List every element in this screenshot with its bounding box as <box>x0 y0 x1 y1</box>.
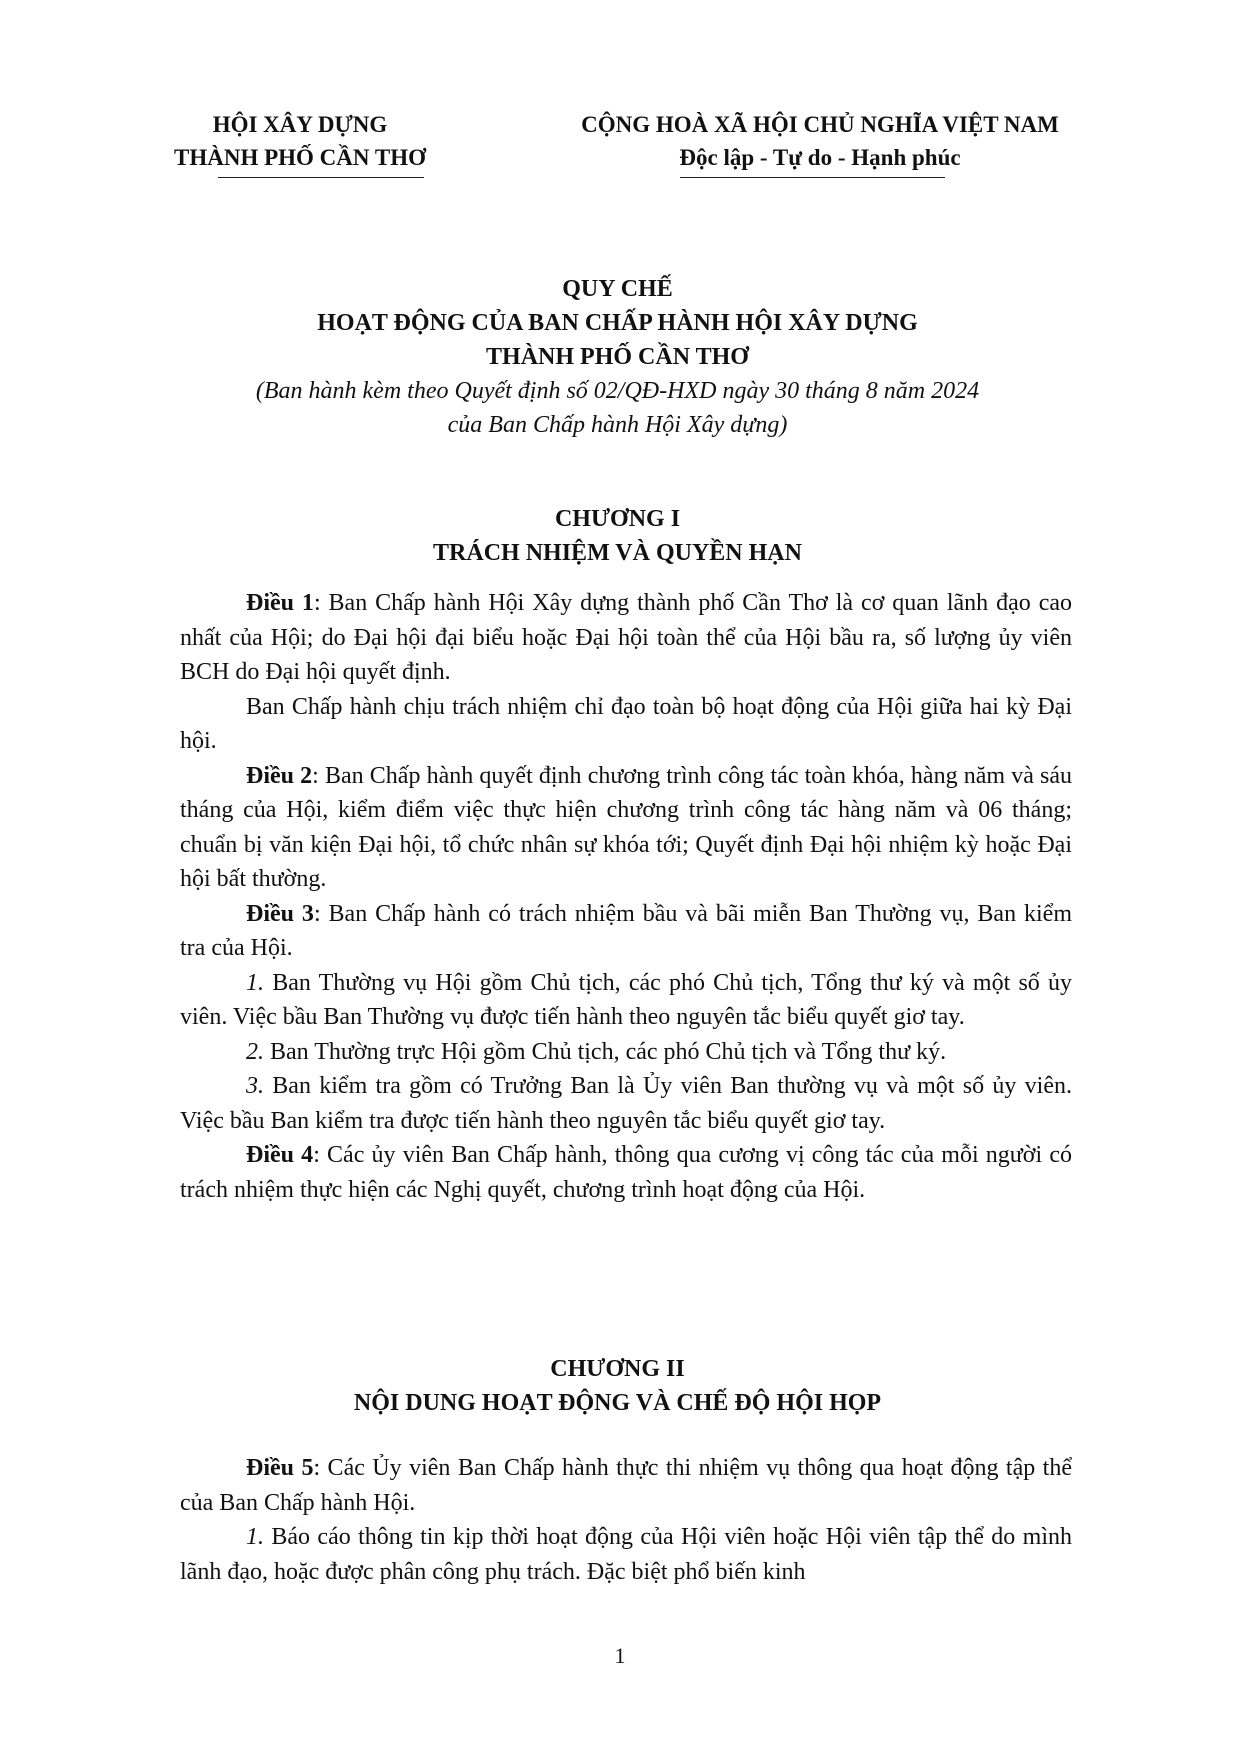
article-paragraph: Điều 3: Ban Chấp hành có trách nhiệm bầu và bãi miễn Ban Thường vụ, Ban kiểm tra của Hội. <box>180 900 1073 961</box>
chapter2-name: NỘI DUNG HOẠT ĐỘNG VÀ CHẾ ĐỘ HỘI HỌP <box>353 1390 882 1416</box>
national-name: CỘNG HOÀ XÃ HỘI CHỦ NGHĨA VIỆT NAM <box>581 112 1059 137</box>
organization-header <box>130 108 470 174</box>
chapter2-number: CHƯƠNG II <box>550 1356 685 1382</box>
clause-paragraph: 2. Ban Thường trực Hội gồm Chủ tịch, các phó Chủ tịch và Tổng thư ký. <box>246 1038 947 1065</box>
document-title <box>150 272 1085 442</box>
national-header <box>530 108 1110 174</box>
organization-name-line1: HỘI XÂY DỰNG <box>212 112 388 137</box>
title-subtitle1: (Ban hành kèm theo Quyết định số 02/QĐ-HXD ngày 30 tháng 8 năm 2024 <box>255 378 980 404</box>
chapter2-body <box>180 1451 1072 1589</box>
article-paragraph: Điều 2: Ban Chấp hành quyết định chương trình công tác toàn khóa, hàng năm và sáu tháng của Hội, kiểm điểm việc thực hiện chương trình công tác hàng năm và 06 tháng; chuẩn bị văn kiện Đại hội, tổ chức nhân sự khóa tới; Quyết định Đại hội nhiệm kỳ hoặc Đại hội bất thường. <box>180 762 1072 892</box>
organization-name-line2: THÀNH PHỐ CẦN THƠ <box>174 145 426 170</box>
clause-paragraph: 1. Báo cáo thông tin kịp thời hoạt động của Hội viên hoặc Hội viên tập thể do mình lãnh đạo, hoặc được phân công phụ trách. Đặc biệt phổ biến kinh <box>180 1524 1072 1585</box>
motto-underline <box>680 177 945 178</box>
organization-underline <box>218 177 424 178</box>
article-paragraph: Điều 5: Các Ủy viên Ban Chấp hành thực thi nhiệm vụ thông qua hoạt động tập thể của Ban Chấp hành Hội. <box>180 1455 1073 1516</box>
clause-paragraph: 1. Ban Thường vụ Hội gồm Chủ tịch, các phó Chủ tịch, Tổng thư ký và một số ủy viên. Việc bầu Ban Thường vụ được tiến hành theo nguyên tắc biểu quyết giơ tay. <box>180 969 1072 1030</box>
title-subtitle2: của Ban Chấp hành Hội Xây dựng) <box>447 412 788 438</box>
chapter1-heading <box>150 502 1085 570</box>
title-line3: THÀNH PHỐ CẦN THƠ <box>486 344 749 370</box>
article-paragraph: Điều 4: Các ủy viên Ban Chấp hành, thông qua cương vị công tác của mỗi người có trách nhiệm thực hiện các Nghị quyết, chương trình hoạt động của Hội. <box>180 1142 1072 1203</box>
title-line2: HOẠT ĐỘNG CỦA BAN CHẤP HÀNH HỘI XÂY DỰNG <box>317 310 918 336</box>
article-paragraph: Điều 1: Ban Chấp hành Hội Xây dựng thành phố Cần Thơ là cơ quan lãnh đạo cao nhất của Hội; do Đại hội đại biểu hoặc Đại hội toàn thể của Hội bầu ra, số lượng ủy viên BCH do Đại hội quyết định. <box>180 590 1073 685</box>
chapter1-number: CHƯƠNG I <box>554 506 681 532</box>
clause-paragraph: 3. Ban kiểm tra gồm có Trưởng Ban là Ủy viên Ban thường vụ và một số ủy viên. Việc bầu Ban kiểm tra được tiến hành theo nguyên tắc biểu quyết giơ tay. <box>180 1073 1072 1134</box>
article-paragraph: Ban Chấp hành chịu trách nhiệm chỉ đạo toàn bộ hoạt động của Hội giữa hai kỳ Đại hội. <box>180 693 1072 754</box>
chapter1-body <box>180 586 1072 1207</box>
national-motto: Độc lập - Tự do - Hạnh phúc <box>679 145 961 170</box>
page-number: 1 <box>614 1643 626 1668</box>
chapter1-name: TRÁCH NHIỆM VÀ QUYỀN HẠN <box>433 540 802 566</box>
chapter2-heading <box>150 1352 1085 1420</box>
title-line1: QUY CHẾ <box>562 276 673 302</box>
